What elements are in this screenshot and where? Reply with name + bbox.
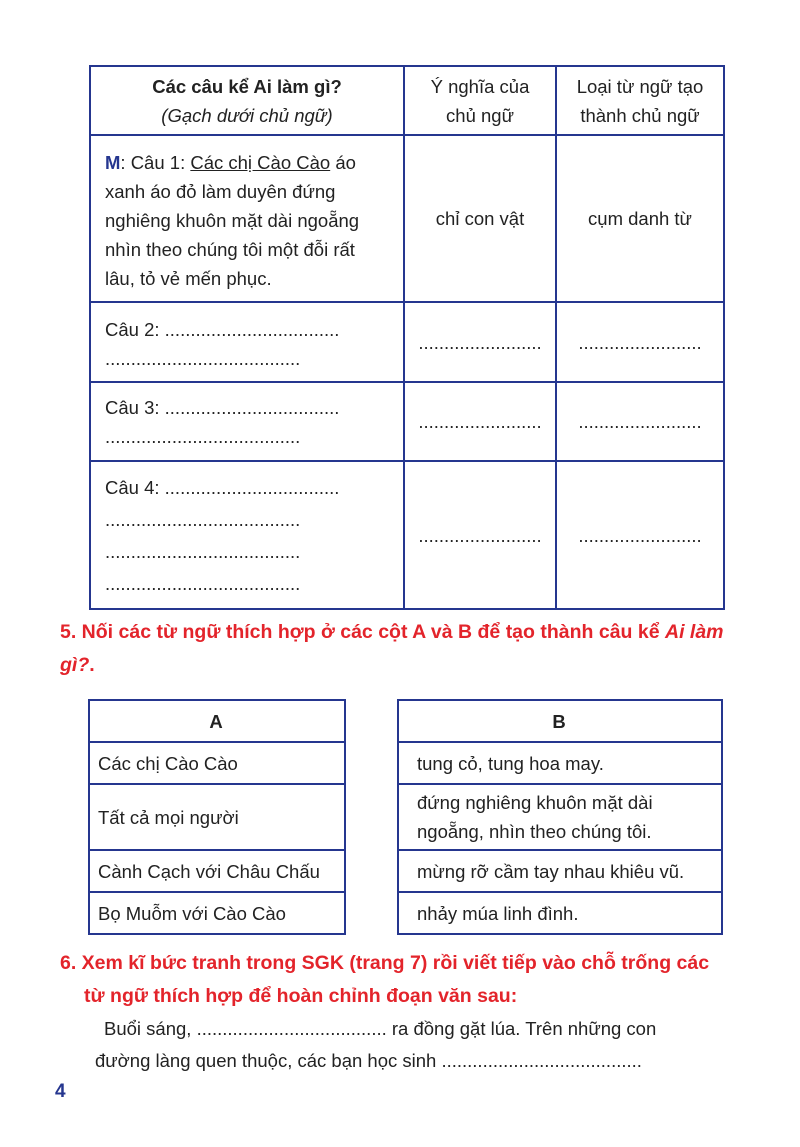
answer-blank[interactable]: ........................ [578,331,702,353]
answer-blank[interactable]: ...................................... [105,541,301,562]
question-5-text: 5. Nối các từ ngữ thích hợp ở các cột A và B để tạo thành câu kể [60,621,665,643]
answer-blank[interactable]: ........................ [418,524,542,546]
row-label: Câu 2: [105,319,165,340]
question-6-line-2: từ ngữ thích hợp để hoàn chỉnh đoạn văn sau: [84,985,518,1007]
answer-blank[interactable]: ...................................... [105,348,301,369]
question-6-line-1: 6. Xem kĩ bức tranh trong SGK (trang 7) rồi viết tiếp vào chỗ trống các [60,952,710,974]
row-label: Câu 4: [105,477,165,498]
table-header-row [90,66,724,135]
answer-blank[interactable]: .................................. [164,397,340,418]
column-b-item[interactable]: tung cỏ, tung hoa may. [398,742,722,784]
column-b-table [397,699,723,935]
column-a-item[interactable]: Tất cả mọi người [89,784,345,850]
example-subject: Các chị Cào Cào [190,152,331,173]
table-row [90,382,724,461]
row-label: Câu 3: [105,397,165,418]
column-b-item[interactable]: nhảy múa linh đình. [398,892,722,934]
header-title: Các câu kể Ai làm gì? [152,75,342,97]
example-marker: M [105,152,121,173]
question-5-italic: Ai làm gì? [60,621,724,676]
table-row [90,461,724,609]
paragraph-line-1[interactable]: Buổi sáng, ..................................... ra đồng gặt lúa. Trên những con [104,1018,657,1039]
exercise-table [89,65,725,610]
column-a-item[interactable]: Bọ Muỗm với Cào Cào [89,892,345,934]
header-meaning: Ý nghĩa của chủ ngữ [404,66,556,135]
header-sentences [90,66,404,135]
table-row [90,302,724,382]
question-5-end: . [89,654,95,676]
question-5 [60,616,740,682]
page-number: 4 [55,1081,66,1102]
example-sentence-rest: áo xanh áo đỏ làm duyên đứng nghiêng khuôn mặt dài ngoẵng nhìn theo chúng tôi một đỗi rất lâu, tỏ vẻ mến phục. [105,152,360,289]
column-b-item[interactable]: mừng rỡ cầm tay nhau khiêu vũ. [398,850,722,892]
example-row [90,135,724,302]
answer-blank[interactable]: ........................ [418,331,542,353]
answer-blank[interactable]: ...................................... [105,426,301,447]
column-b-header: B [398,700,722,742]
answer-blank[interactable]: ........................ [418,411,542,432]
column-b-item[interactable]: đứng nghiêng khuôn mặt dài ngoẵng, nhìn theo chúng tôi. [398,784,722,850]
column-a-item[interactable]: Cành Cạch với Châu Chấu [89,850,345,892]
fill-paragraph [95,1013,744,1077]
header-subtitle: (Gạch dưới chủ ngữ) [161,104,333,126]
example-sentence-label: : Câu 1: [120,152,191,173]
column-a-header: A [89,700,345,742]
example-meaning: chỉ con vật [404,135,556,302]
example-word-type: cụm danh từ [556,135,724,302]
column-a-item[interactable]: Các chị Cào Cào [89,742,345,784]
header-word-type: Loại từ ngữ tạo thành chủ ngữ [556,66,724,135]
answer-blank[interactable]: .................................. [164,477,340,498]
answer-blank[interactable]: ...................................... [105,509,301,530]
answer-blank[interactable]: ........................ [578,411,702,432]
paragraph-line-2[interactable]: đường làng quen thuộc, các bạn học sinh ....................................... [95,1050,642,1071]
question-6 [60,947,760,1013]
answer-blank[interactable]: .................................. [164,319,340,340]
answer-blank[interactable]: ...................................... [105,573,301,594]
answer-blank[interactable]: ........................ [578,524,702,546]
column-a-table [88,699,346,935]
